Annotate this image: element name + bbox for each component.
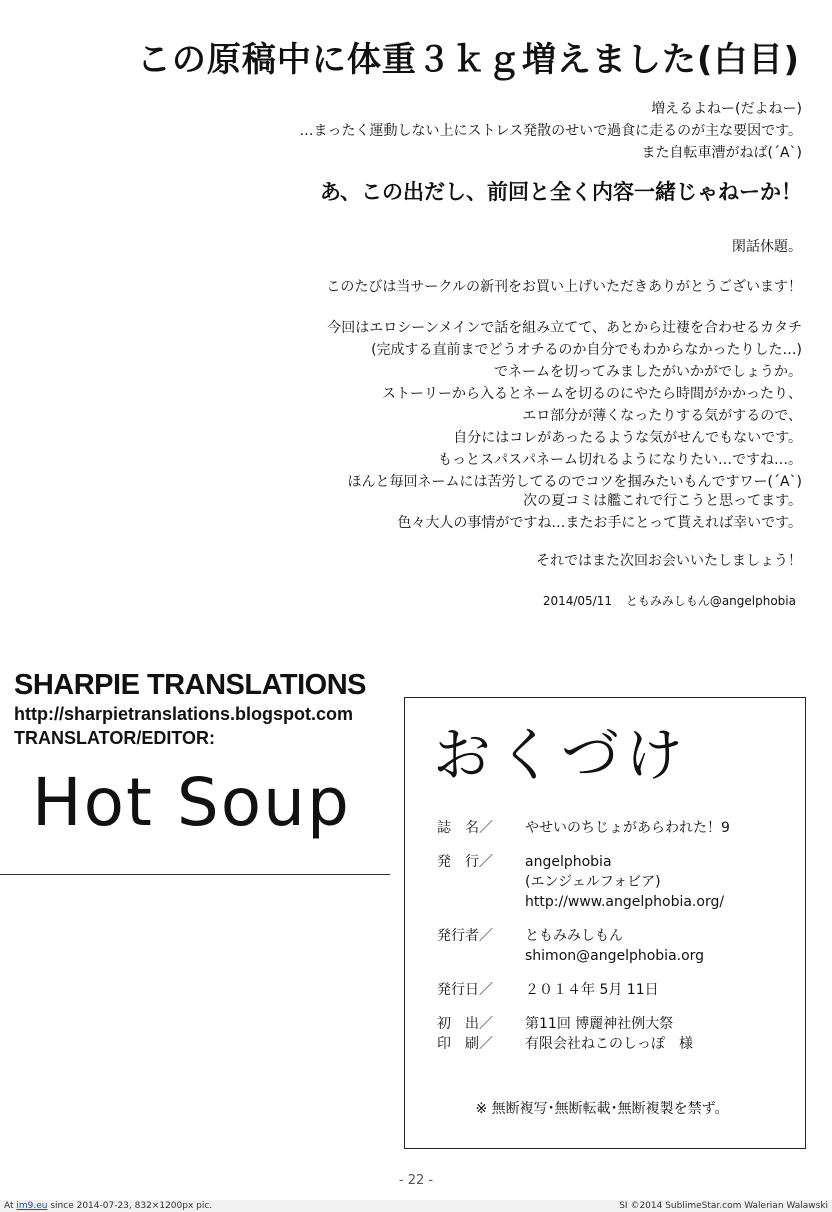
entry-label: 発行日／: [437, 982, 493, 998]
copyright-notice: ※ 無断複写･無断転載･無断複製を禁ず。: [475, 1101, 729, 1117]
paragraph-line: 色々大人の事情がですね…またお手にとって貰えれば幸いです。: [397, 515, 802, 531]
entry-printer: [437, 1034, 787, 1054]
entry-date: [437, 980, 787, 1000]
paragraph-line: ストーリーから入るとネームを切るのにやたら時間がかかったり、: [382, 386, 802, 402]
intro-line: …まったく運動しない上にストレス発散のせいで過食に走るのが主な要因です。: [299, 123, 802, 139]
translator-name: Hot Soup: [32, 764, 351, 841]
footer-prefix: At: [4, 1201, 17, 1211]
entry-debut: [437, 1014, 787, 1034]
footer-right: SI ©2014 SublimeStar.com Walerian Walawski: [619, 1201, 828, 1211]
translation-credit: [14, 668, 404, 841]
aside-text: 閑話休題。: [732, 239, 802, 255]
divider: [0, 874, 390, 875]
entry-value: ともみみしもん: [525, 928, 623, 944]
headline: この原稿中に体重３ｋｇ増えました(白目): [136, 40, 800, 80]
group-url: http://sharpietranslations.blogspot.com: [14, 704, 354, 724]
farewell-text: それではまた次回お会いいたしましょう！: [536, 553, 802, 569]
entry-value: angelphobia: [525, 854, 612, 870]
entry-value: shimon@angelphobia.org: [525, 948, 705, 964]
entry-value: http://www.angelphobia.org/: [525, 894, 725, 910]
page-number: - 22 -: [398, 1173, 434, 1188]
entry-label: 発 行／: [437, 854, 493, 870]
paragraph-line: もっとスパスパネーム切れるようになりたい…ですね…。: [438, 452, 802, 468]
entry-label: 印 刷／: [437, 1036, 493, 1052]
main-paragraph: [327, 317, 802, 493]
host-link[interactable]: im9.eu: [16, 1201, 48, 1211]
thanks-text: このたびは当サークルの新刊をお買い上げいただきありがとうございます！: [326, 279, 802, 295]
summer-paragraph: [397, 490, 802, 534]
signature-author: ともみみしもん@angelphobia: [625, 594, 796, 608]
group-name: SHARPIE TRANSLATIONS: [14, 669, 366, 701]
paragraph-line: エロ部分が薄くなったりする気がするので、: [522, 408, 802, 424]
colophon-box: [404, 697, 806, 1149]
credit-role: TRANSLATOR/EDITOR:: [14, 728, 215, 748]
entry-value: (エンジェルフォビア): [525, 874, 661, 890]
host-footer: [0, 1200, 832, 1212]
paragraph-line: (完成する直前までどうオチるのか自分でもわからなかったりした…): [371, 342, 802, 358]
paragraph-line: ほんと毎回ネームには苦労してるのでコツを掴みたいもんですワー(´A`): [347, 474, 802, 490]
entry-title: [437, 818, 787, 838]
entry-value: 有限会社ねこのしっぽ 様: [525, 1036, 693, 1052]
paragraph-line: 今回はエロシーンメインで話を組み立てて、あとから辻褄を合わせるカタチ: [327, 320, 802, 336]
entry-value: ２０１４年 5月 11日: [525, 982, 659, 998]
intro-line: 増えるよねー(だよねー): [651, 101, 802, 117]
colophon-entries: [437, 818, 787, 1054]
entry-publisher: [437, 852, 787, 912]
signature-date: 2014/05/11: [542, 594, 612, 608]
subheading: あ、この出だし、前回と全く内容一緒じゃねーか！: [319, 180, 802, 204]
footer-suffix: since 2014-07-23, 832×1200px pic.: [47, 1201, 213, 1211]
intro-block: [300, 98, 802, 164]
footer-left: [4, 1200, 212, 1212]
intro-line: また自転車漕がねば(´A`): [641, 145, 802, 161]
colophon-title: おくづけ: [433, 721, 690, 789]
entry-value: 第11回 博麗神社例大祭: [525, 1016, 674, 1032]
paragraph-line: 次の夏コミは艦これで行こうと思ってます。: [523, 493, 802, 509]
entry-label: 初 出／: [437, 1016, 493, 1032]
entry-issuer: [437, 926, 787, 966]
entry-label: 発行者／: [437, 928, 493, 944]
paragraph-line: 自分にはコレがあったるような気がせんでもないです。: [453, 430, 802, 446]
paragraph-line: でネームを切ってみましたがいかがでしょうか。: [494, 364, 802, 380]
entry-value: やせいのちじょがあらわれた！9: [525, 820, 730, 836]
entry-label: 誌 名／: [437, 820, 493, 836]
signature: [533, 592, 796, 609]
